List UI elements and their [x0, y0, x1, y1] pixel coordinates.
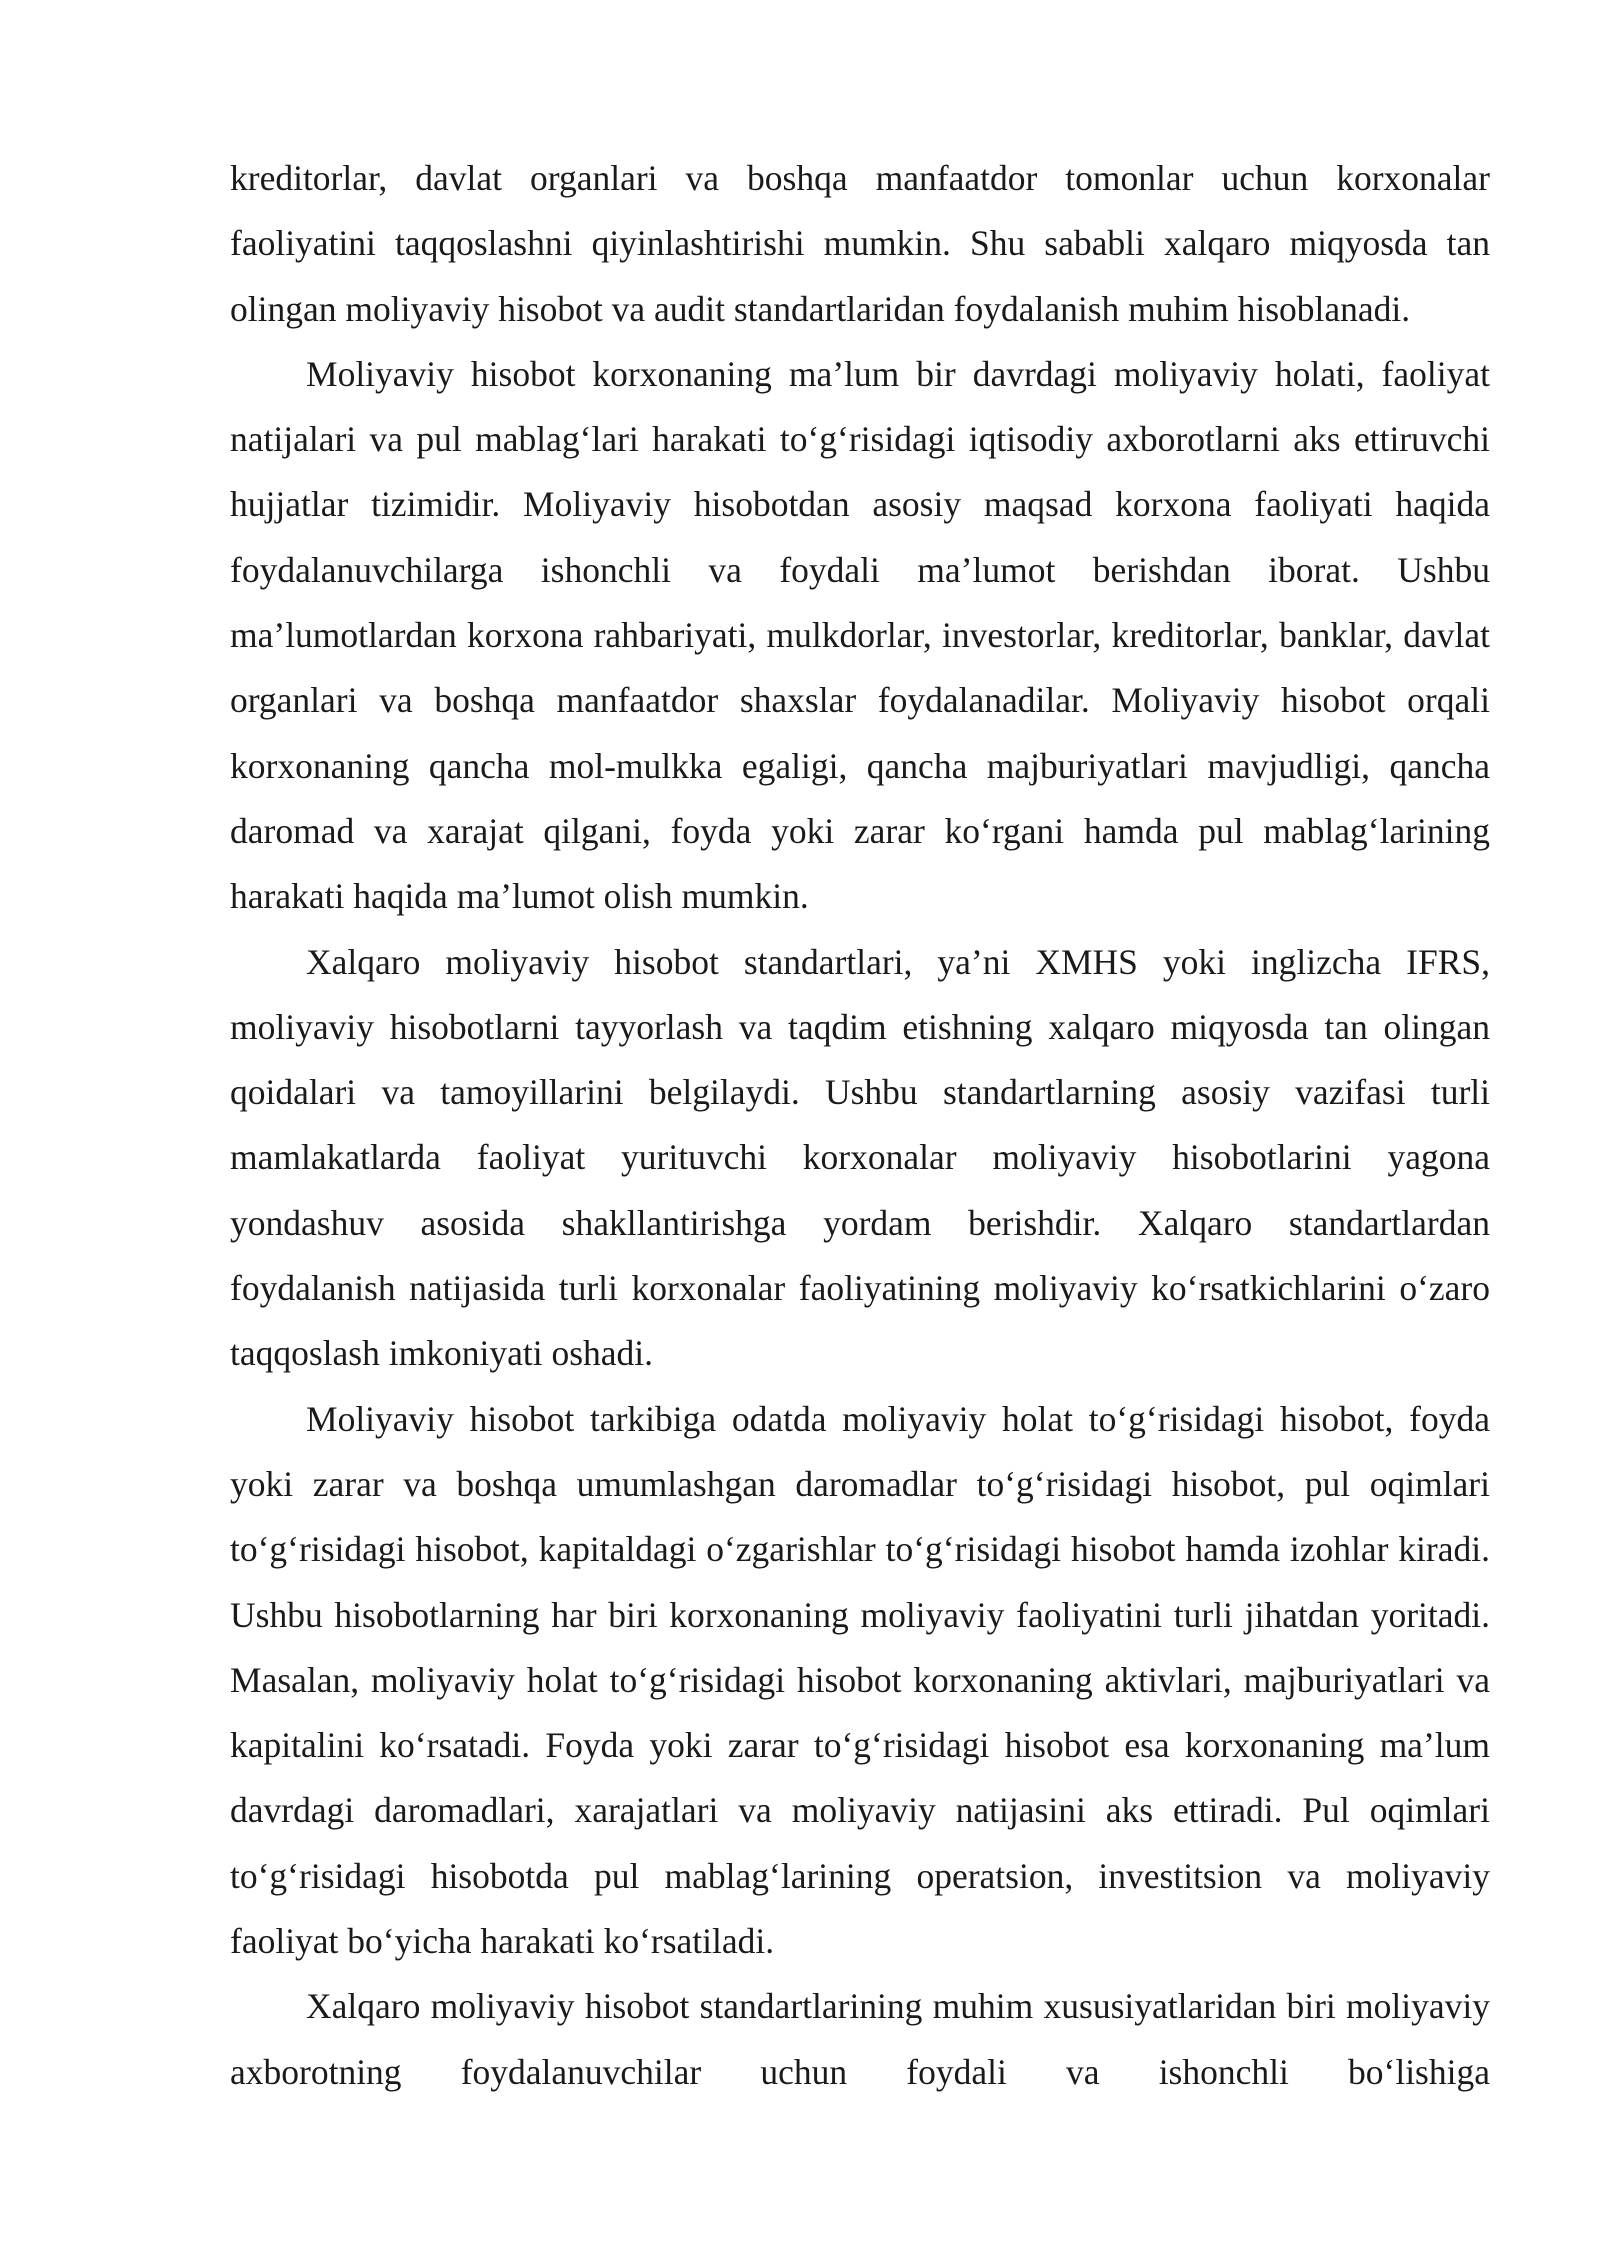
paragraph-ifrs-standards: Xalqaro moliyaviy hisobot standartlari, ya’ni XMHS yoki inglizcha IFRS, moliyaviy hisobotlarni tayyorlash va taqdim etishning xalqaro miqyosda tan olingan qoidalari va tamoyillarini belgilaydi. Ushbu standartlarning asosiy vazifasi turli mamlakatlarda faoliyat yurituvchi korxonalar moliyaviy hisobotlarini yagona yondashuv asosida shakllantirishga yordam berishdir. Xalqaro standartlardan foydalanish natijasida turli korxonalar faoliyatining moliyaviy ko‘rsatkichlarini o‘zaro taqqoslash imkoniyati oshadi.	[230, 941, 1490, 1374]
document-body	[230, 146, 1490, 2105]
paragraph-financial-report-definition: Moliyaviy hisobot korxonaning ma’lum bir davrdagi moliyaviy holati, faoliyat natijalari va pul mablag‘lari harakati to‘g‘risidagi iqtisodiy axborotlarni aks ettiruvchi hujjatlar tizimidir. Moliyaviy hisobotdan asosiy maqsad korxona faoliyati haqida foydalanuvchilarga ishonchli va foydali ma’lumot berishdan iborat. Ushbu ma’lumotlardan korxona rahbariyati, mulkdorlar, investorlar, kreditorlar, banklar, davlat organlari va boshqa manfaatdor shaxslar foydalanadilar. Moliyaviy hisobot orqali korxonaning qancha mol-mulkka egaligi, qancha majburiyatlari mavjudligi, qancha daromad va xarajat qilgani, foyda yoki zarar ko‘rgani hamda pul mablag‘larining harakati haqida ma’lumot olish mumkin.	[230, 353, 1490, 917]
paragraph-report-components: Moliyaviy hisobot tarkibiga odatda moliyaviy holat to‘g‘risidagi hisobot, foyda yoki zarar va boshqa umumlashgan daromadlar to‘g‘risidagi hisobot, pul oqimlari to‘g‘risidagi hisobot, kapitaldagi o‘zgarishlar to‘g‘risidagi hisobot hamda izohlar kiradi. Ushbu hisobotlarning har biri korxonaning moliyaviy faoliyatini turli jihatdan yoritadi. Masalan, moliyaviy holat to‘g‘risidagi hisobot korxonaning aktivlari, majburiyatlari va kapitalini ko‘rsatadi. Foyda yoki zarar to‘g‘risidagi hisobot esa korxonaning ma’lum davrdagi daromadlari, xarajatlari va moliyaviy natijasini aks ettiradi. Pul oqimlari to‘g‘risidagi hisobotda pul mablag‘larining operatsion, investitsion va moliyaviy faoliyat bo‘yicha harakati ko‘rsatiladi.	[230, 1398, 1490, 1962]
paragraph-continuation: kreditorlar, davlat organlari va boshqa manfaatdor tomonlar uchun korxonalar faoliyatini taqqoslashni qiyinlashtirishi mumkin. Shu sababli xalqaro miqyosda tan olingan moliyaviy hisobot va audit standartlaridan foydalanish muhim hisoblanadi.	[230, 158, 1490, 329]
paragraph-ifrs-features: Xalqaro moliyaviy hisobot standartlarining muhim xususiyatlaridan biri moliyaviy axborotning foydalanuvchilar uchun foydali va ishonchli bo‘lishiga	[230, 1986, 1490, 2092]
